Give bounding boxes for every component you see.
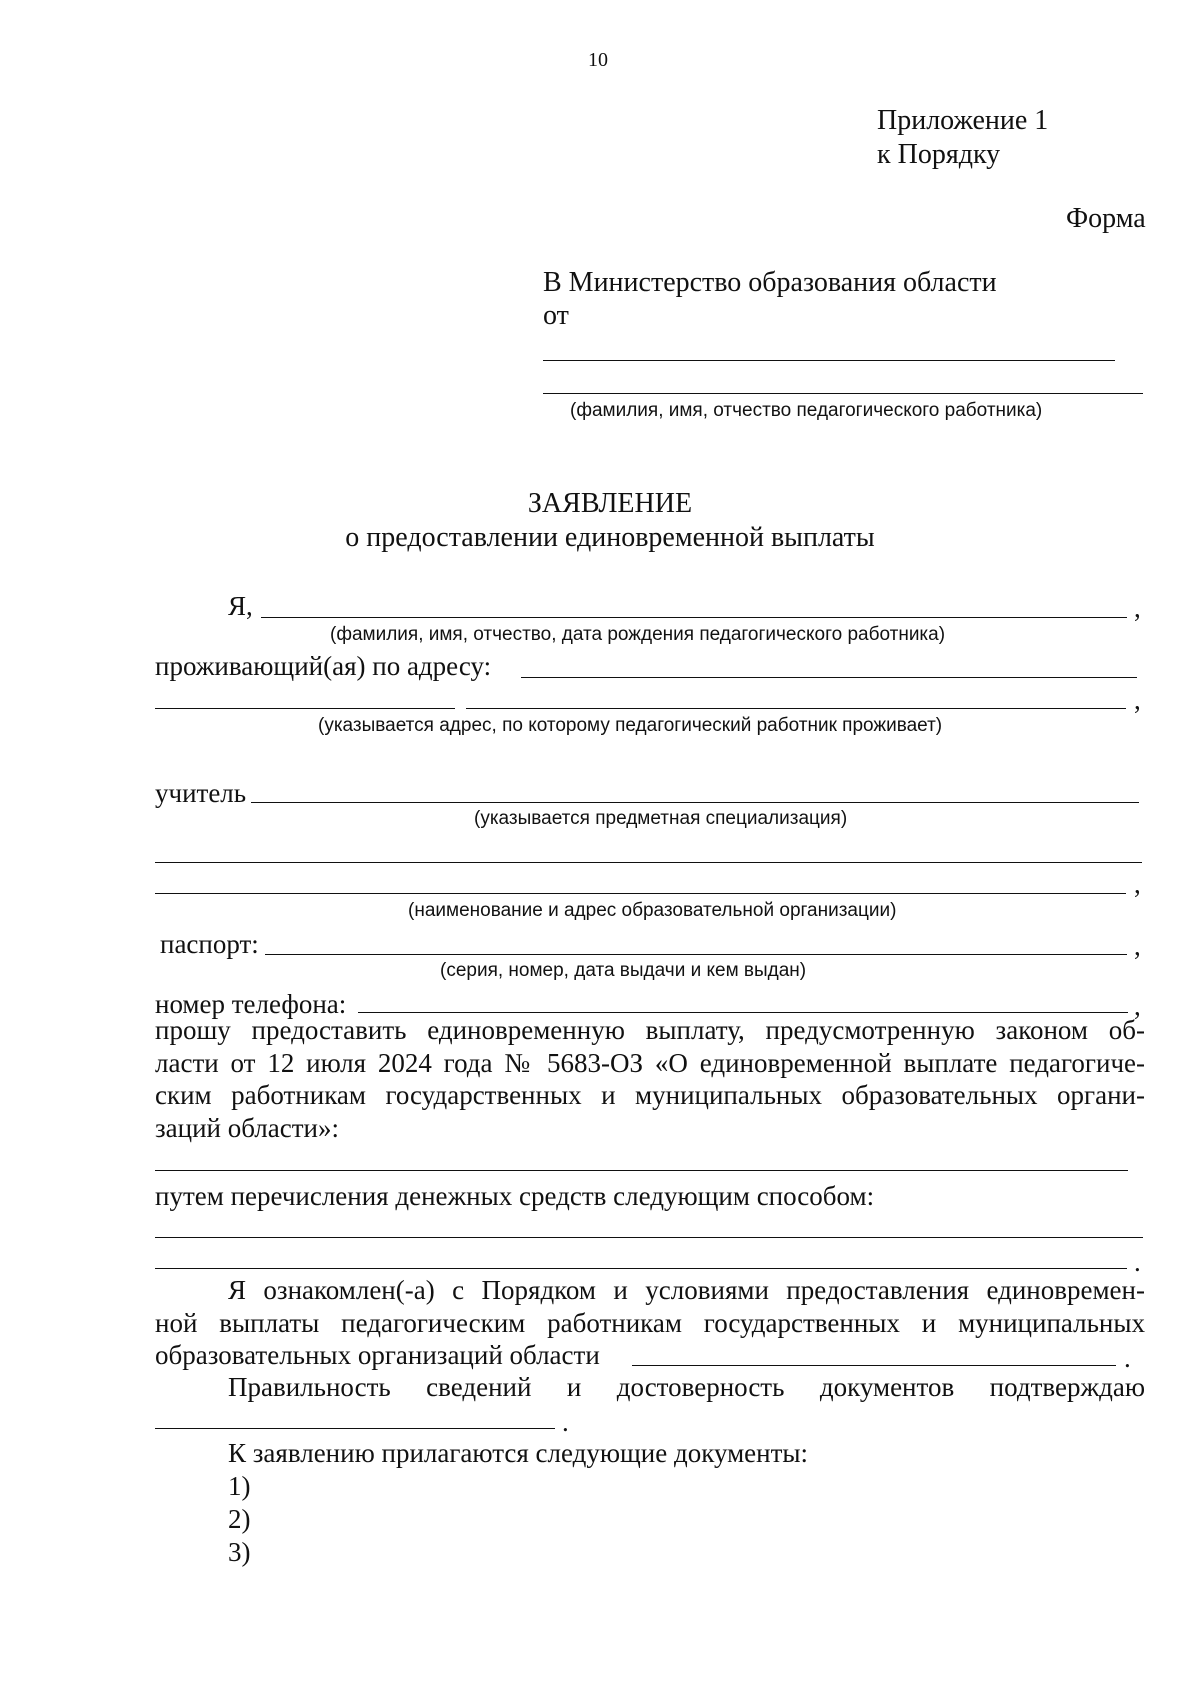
- organization-line-2[interactable]: [155, 893, 1126, 894]
- attachment-item-3: 3): [228, 1537, 251, 1567]
- form-label: Форма: [1066, 203, 1146, 234]
- to-order-label: к Порядку: [877, 139, 1001, 170]
- phone-line[interactable]: [358, 1012, 1128, 1013]
- request-line-4: заций области»:: [155, 1112, 340, 1143]
- ack-line-2: ной выплаты педагогическим работникам государственных и муниципальных: [155, 1307, 1145, 1338]
- organization-line-1[interactable]: [155, 862, 1142, 863]
- request-paragraph: [155, 1014, 1145, 1144]
- organization-caption: (наименование и адрес образовательной организации): [408, 900, 897, 921]
- organization-comma: ,: [1134, 869, 1141, 899]
- from-line-1[interactable]: [543, 360, 1115, 361]
- transfer-line-1[interactable]: [155, 1237, 1143, 1238]
- request-line-1: прошу предоставить единовременную выплату, предусмотренную законом об-: [155, 1015, 1145, 1045]
- addressee-caption: (фамилия, имя, отчество педагогического работника): [570, 400, 1043, 421]
- addressee-from: от: [543, 300, 569, 331]
- specialization-caption: (указывается предметная специализация): [474, 808, 848, 829]
- confirmation-signature-line[interactable]: [155, 1428, 555, 1429]
- document-subtitle: о предоставлении единовременной выплаты: [345, 522, 875, 553]
- confirmation-period: .: [562, 1407, 569, 1437]
- address-line-2b[interactable]: [466, 708, 1126, 709]
- passport-line[interactable]: [265, 954, 1127, 955]
- attachment-item-2: 2): [228, 1504, 251, 1534]
- name-caption: (фамилия, имя, отчество, дата рождения педагогического работника): [330, 624, 946, 645]
- teacher-label: учитель: [155, 778, 247, 808]
- appendix-label: Приложение 1: [877, 105, 1049, 136]
- addressee-ministry: В Министерство образования области: [543, 267, 997, 298]
- phone-label: номер телефона:: [155, 989, 347, 1019]
- ack-signature-line[interactable]: [632, 1365, 1116, 1366]
- address-line-2a[interactable]: [155, 708, 455, 709]
- confirmation-text: Правильность сведений и достоверность документов подтверждаю: [228, 1372, 1145, 1402]
- address-caption: (указывается адрес, по которому педагогический работник проживает): [318, 715, 943, 736]
- document-title: ЗАЯВЛЕНИЕ: [527, 488, 693, 519]
- transfer-label: путем перечисления денежных средств следующим способом:: [155, 1181, 875, 1211]
- acknowledgement-paragraph: [155, 1274, 1145, 1372]
- specialization-line[interactable]: [251, 802, 1139, 803]
- i-label: Я,: [228, 591, 253, 621]
- address-label: проживающий(ая) по адресу:: [155, 651, 492, 681]
- ack-line-3: образовательных организаций области: [155, 1340, 600, 1370]
- ack-period: .: [1124, 1343, 1131, 1373]
- phone-comma: ,: [1134, 991, 1141, 1021]
- address-comma: ,: [1134, 685, 1141, 715]
- name-line[interactable]: [261, 617, 1127, 618]
- transfer-line-2[interactable]: [155, 1268, 1127, 1269]
- name-comma: ,: [1134, 593, 1141, 623]
- from-line-2[interactable]: [543, 393, 1143, 394]
- request-line-2: ласти от 12 июля 2024 года № 5683-ОЗ «О единовременной выплате педагогиче-: [155, 1047, 1145, 1078]
- page-number: 10: [588, 49, 608, 71]
- address-line-1[interactable]: [521, 677, 1137, 678]
- ack-line-1: Я ознакомлен(-а) с Порядком и условиями предоставления единовремен-: [228, 1275, 1145, 1305]
- request-blank-line[interactable]: [155, 1170, 1128, 1171]
- transfer-period: .: [1134, 1247, 1141, 1277]
- passport-label: паспорт:: [160, 929, 259, 959]
- passport-caption: (серия, номер, дата выдачи и кем выдан): [440, 960, 807, 981]
- attachments-heading: К заявлению прилагаются следующие документы:: [228, 1438, 809, 1468]
- attachment-item-1: 1): [228, 1471, 251, 1501]
- request-line-3: ским работникам государственных и муниципальных образовательных органи-: [155, 1080, 1145, 1110]
- passport-comma: ,: [1134, 931, 1141, 961]
